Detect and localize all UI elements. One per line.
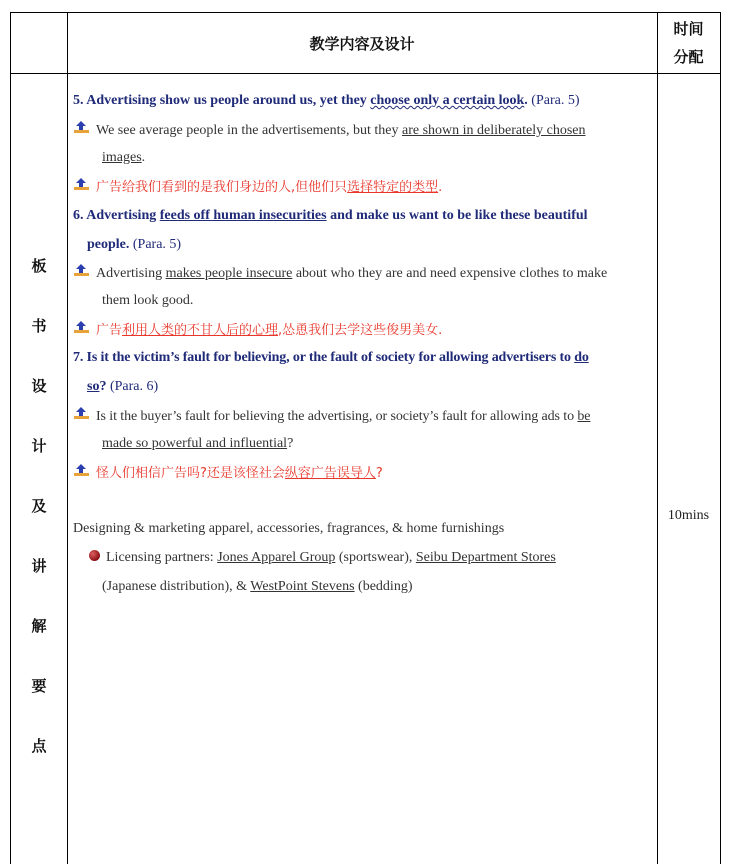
sidebar-char: 书	[31, 317, 47, 335]
q7-cn-a: 怪人们相信广告吗?还是该怪社会	[96, 466, 285, 481]
sidebar-char: 点	[31, 737, 47, 755]
sidebar-char: 及	[31, 497, 47, 515]
header-divider	[11, 73, 720, 74]
q5-end: .	[524, 93, 528, 108]
partner-seibu: Seibu Department Stores	[415, 550, 556, 565]
partner-jones: Jones Apparel Group	[217, 550, 336, 565]
time-allocation-value: 10mins	[667, 508, 710, 523]
q6-en-a: Advertising	[96, 266, 166, 281]
time-header-line2: 分配	[673, 48, 704, 66]
q6-chinese	[73, 320, 442, 341]
q5-en-a: We see average people in the advertisements, but they	[96, 123, 402, 138]
partner-westpoint-note: (bedding)	[354, 579, 413, 594]
content-column-header: 教学内容及设计	[309, 34, 415, 53]
column-divider-left	[67, 13, 68, 864]
q7-para: (Para. 6)	[106, 379, 159, 394]
q6-en-u: makes people insecure	[165, 266, 293, 281]
q6-num-b: and make us want to be like these beautiful	[326, 208, 588, 223]
q6-english-line1	[73, 263, 607, 284]
sidebar-char: 解	[31, 617, 47, 635]
arrow-bullet-icon	[73, 463, 90, 479]
q6-para: (Para. 5)	[129, 237, 182, 252]
time-column-header	[657, 13, 720, 73]
designing-text: Designing & marketing apparel, accessories, fragrances, & home furnishings	[73, 521, 505, 536]
q6-cn-a: 广告	[96, 323, 123, 338]
question-6-line2	[87, 235, 181, 255]
red-bullet-icon	[89, 550, 100, 561]
board-design-label	[11, 73, 67, 864]
q7-english-line1	[73, 406, 590, 427]
q7-english-line2	[102, 434, 293, 454]
arrow-bullet-icon	[73, 406, 90, 422]
q5-english-line1	[73, 120, 585, 141]
q7-en-u1: be	[577, 409, 591, 424]
arrow-bullet-icon	[73, 120, 90, 136]
q6-line2: people.	[87, 237, 130, 252]
q6-num-a: 6. Advertising	[73, 208, 160, 223]
q6-en-b: about who they are and need expensive clothes to make	[292, 266, 608, 281]
q7-cn-u: 纵容广告误导人	[284, 466, 376, 481]
arrow-bullet-icon	[73, 320, 90, 336]
q7-end: ?	[99, 379, 107, 394]
q5-en-end: .	[141, 150, 146, 165]
column-divider-right	[657, 13, 658, 864]
q7-en-u2: made so powerful and influential	[102, 436, 288, 451]
partner-westpoint: WestPoint Stevens	[250, 579, 355, 594]
q7-u1: do	[574, 350, 589, 365]
arrow-bullet-icon	[73, 263, 90, 279]
q5-cn-a: 广告给我们看到的是我们身边的人,但他们只	[96, 180, 348, 195]
arrow-bullet-icon	[73, 177, 90, 193]
q7-en-a: Is it the buyer’s fault for believing the advertising, or society’s fault for allowing ads to	[96, 409, 578, 424]
q7-chinese	[73, 463, 383, 484]
question-7-line1	[73, 348, 589, 368]
sidebar-char: 设	[31, 377, 47, 395]
question-7-line2	[87, 377, 158, 397]
q6-underlined: feeds off human insecurities	[159, 208, 327, 223]
sidebar-char: 板	[31, 257, 47, 275]
q6-cn-b: ,怂恿我们去学这些俊男美女.	[278, 323, 443, 338]
licensing-line2	[102, 577, 412, 597]
q6-cn-u: 利用人类的不甘人后的心理	[122, 323, 279, 338]
sidebar-char: 要	[31, 677, 47, 695]
q7-en-end: ?	[287, 436, 294, 451]
partner-jones-note: (sportswear),	[335, 550, 416, 565]
time-header-line1: 时间	[673, 20, 704, 38]
q5-en-u2: images	[102, 150, 142, 165]
q5-para: (Para. 5)	[527, 93, 580, 108]
q7-num-a: 7. Is it the victim’s fault for believing, or the fault of society for allowing advertisers to	[73, 350, 575, 365]
lesson-table	[10, 12, 721, 864]
q5-text: 5. Advertising show us people around us, yet they	[73, 93, 371, 108]
q5-english-line2	[102, 148, 145, 168]
question-5	[73, 91, 580, 111]
q5-en-u1: are shown in deliberately chosen	[401, 123, 586, 138]
question-6-line1	[73, 206, 588, 226]
q5-chinese	[73, 177, 442, 198]
licensing-line2-a: (Japanese distribution), &	[102, 579, 251, 594]
q6-english-line2: them look good.	[102, 293, 194, 308]
licensing-line1	[89, 548, 556, 568]
q5-underlined: choose only a certain look	[370, 93, 525, 108]
q5-cn-end: .	[438, 180, 443, 195]
q7-cn-end: ?	[375, 466, 383, 481]
q7-u2: so	[87, 379, 100, 394]
q5-cn-u: 选择特定的类型	[347, 180, 439, 195]
sidebar-char: 计	[31, 437, 47, 455]
sidebar-char: 讲	[31, 557, 47, 575]
licensing-label: Licensing partners:	[106, 550, 218, 565]
